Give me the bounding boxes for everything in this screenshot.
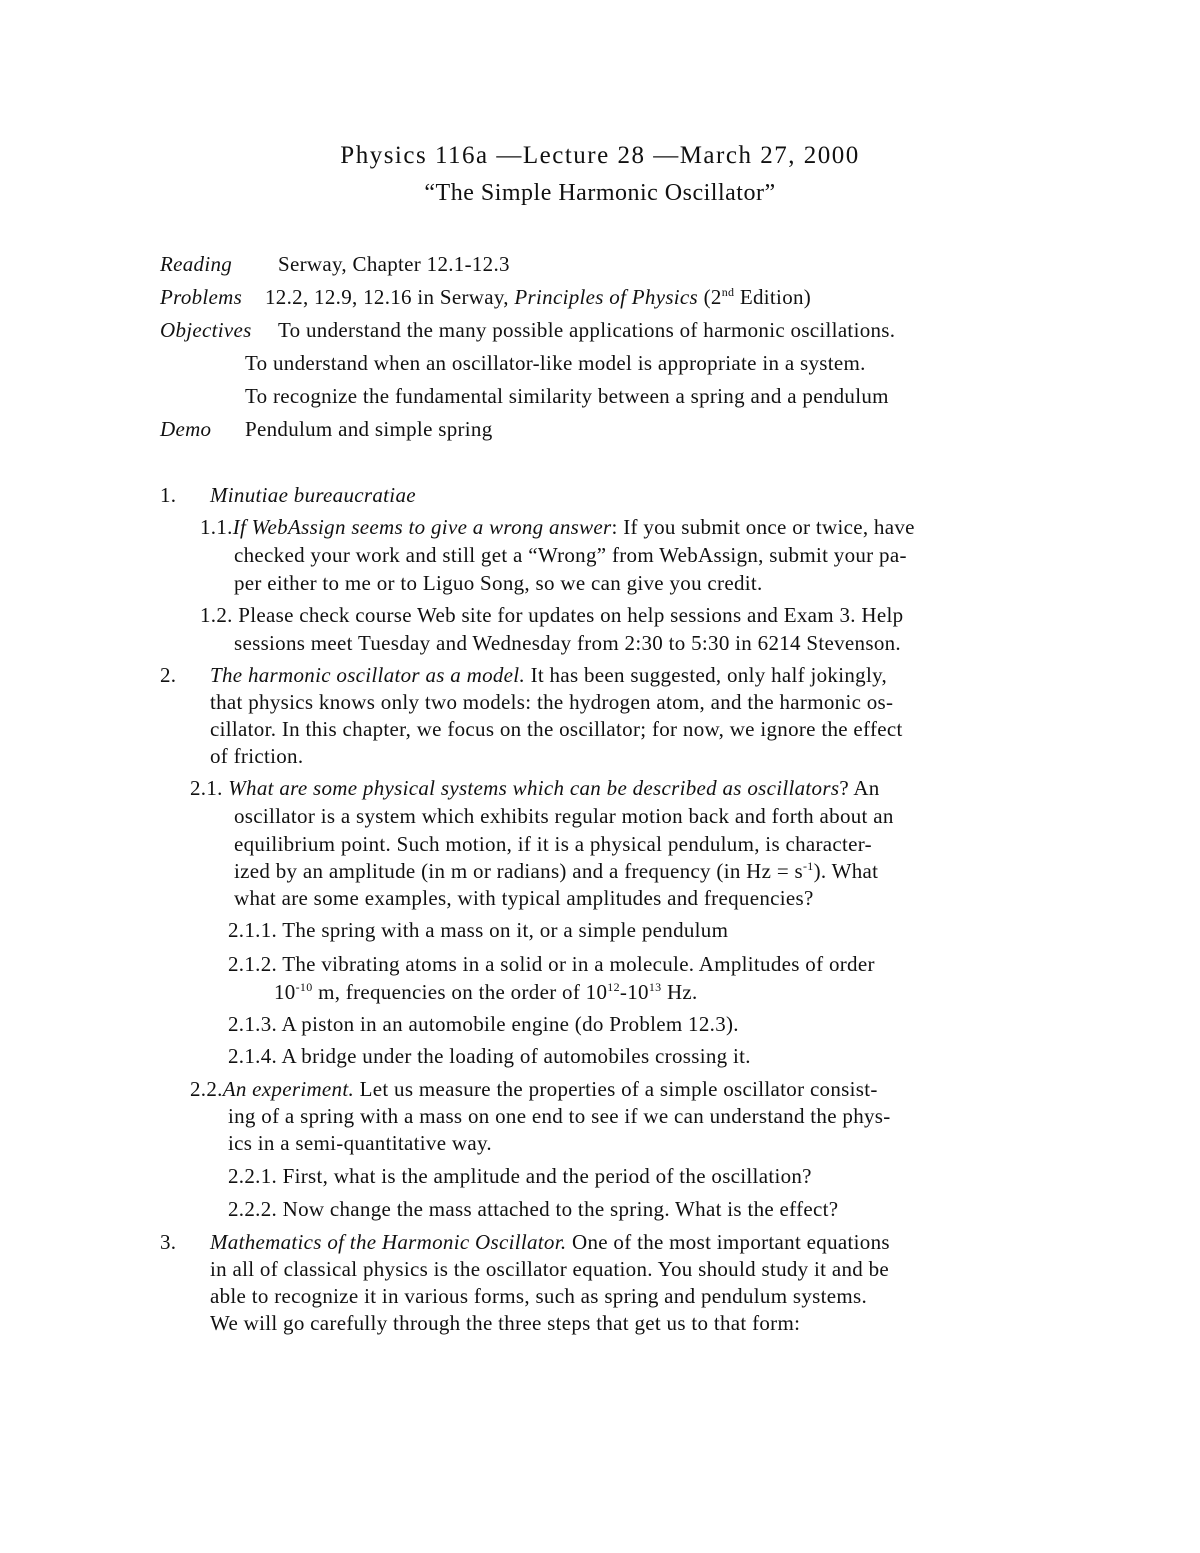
demo-label: Demo — [160, 417, 212, 441]
section-2-text-1: It has been suggested, only half jokingly, — [530, 663, 888, 687]
item-2-2-title: An experiment. — [222, 1077, 355, 1101]
item-2-1-3: 2.1.3. A piston in an automobile engine (do Problem 12.3). — [228, 1012, 739, 1036]
problems-edition-open: (2 — [703, 285, 722, 309]
section-2-line-2: that physics knows only two models: the hydrogen atom, and the harmonic os- — [210, 690, 894, 714]
section-1-number: 1. — [160, 483, 177, 507]
item-2-1-2-base-1: 10 — [274, 980, 296, 1004]
lecture-subtitle: “The Simple Harmonic Oscillator” — [424, 180, 776, 206]
reading-text: Serway, Chapter 12.1-12.3 — [278, 252, 510, 276]
section-1-title: Minutiae bureaucratiae — [210, 483, 416, 507]
problems-book-title: Principles of Physics — [514, 285, 699, 309]
item-2-1-2: 2.1.2. The vibrating atoms in a solid or in a molecule. Amplitudes of order — [228, 952, 875, 976]
item-2-1-line-4-sup: -1 — [803, 859, 814, 873]
item-1-1-number: 1.1. — [200, 515, 233, 539]
section-2-title: The harmonic oscillator as a model. — [210, 663, 525, 687]
problems-edition-sup: nd — [721, 285, 735, 299]
section-3-line-2: in all of classical physics is the oscillator equation. You should study it and be — [210, 1257, 890, 1281]
item-1-1-title: If WebAssign seems to give a wrong answer — [232, 515, 612, 539]
item-2-2-line-3: ics in a semi-quantitative way. — [228, 1131, 492, 1155]
section-2-line-1 — [210, 663, 887, 687]
item-2-2-line-1: Let us measure the properties of a simple oscillator consist- — [359, 1077, 878, 1101]
section-3-text-1: One of the most important equations — [571, 1230, 890, 1254]
item-2-1-2-mid: m, frequencies on the order of 10 — [312, 980, 608, 1004]
problems-label: Problems — [160, 285, 243, 309]
section-2-number: 2. — [160, 663, 177, 687]
item-1-2-line-2: sessions meet Tuesday and Wednesday from 2:30 to 5:30 in 6214 Stevenson. — [234, 631, 901, 655]
section-2-line-3: cillator. In this chapter, we focus on the oscillator; for now, we ignore the effect — [210, 717, 903, 741]
item-2-1-4: 2.1.4. A bridge under the loading of automobiles crossing it. — [228, 1044, 751, 1068]
section-3-number: 3. — [160, 1230, 177, 1254]
item-2-1-line-4-end: ). What — [813, 859, 879, 883]
section-3-line-1 — [210, 1230, 890, 1254]
reading-label: Reading — [160, 252, 233, 276]
item-2-1-2-line-2 — [274, 980, 698, 1004]
objective-2: To understand when an oscillator-like model is appropriate in a system. — [245, 351, 866, 375]
item-2-1 — [190, 776, 880, 800]
item-2-1-line-2: oscillator is a system which exhibits regular motion back and forth about an — [234, 804, 894, 828]
item-2-1-2-exp-2: 12 — [607, 980, 620, 994]
item-2-1-line-5: what are some examples, with typical amplitudes and frequencies? — [234, 886, 814, 910]
item-2-2-number: 2.2. — [190, 1077, 223, 1101]
item-2-1-2-range: -10 — [619, 980, 649, 1004]
item-2-2 — [190, 1077, 878, 1101]
item-2-1-line-3: equilibrium point. Such motion, if it is a physical pendulum, is character- — [234, 832, 872, 856]
item-1-2 — [200, 603, 903, 627]
item-2-1-title: What are some physical systems which can be described as oscillators — [228, 776, 840, 800]
item-2-2-line-2: ing of a spring with a mass on one end to see if we can understand the phys- — [228, 1104, 891, 1128]
item-2-1-line-1: ? An — [839, 776, 880, 800]
item-2-2-2: 2.2.2. Now change the mass attached to the spring. What is the effect? — [228, 1197, 839, 1221]
item-2-1-line-4-text: ized by an amplitude (in m or radians) and a frequency (in Hz = s — [234, 859, 803, 883]
item-1-1-line-2: checked your work and still get a “Wrong” from WebAssign, submit your pa- — [234, 543, 907, 567]
item-1-1-line-1: : If you submit once or twice, have — [611, 515, 915, 539]
problems-edition-close: Edition) — [739, 285, 812, 309]
section-2-line-4: of friction. — [210, 744, 304, 768]
problems-list: 12.2, 12.9, 12.16 in Serway, — [265, 285, 509, 309]
item-1-1 — [200, 515, 915, 539]
item-1-1-line-3: per either to me or to Liguo Song, so we can give you credit. — [234, 571, 763, 595]
section-3-line-3: able to recognize it in various forms, such as spring and pendulum systems. — [210, 1284, 868, 1308]
item-1-2-line-1: Please check course Web site for updates on help sessions and Exam 3. Help — [238, 603, 904, 627]
lecture-title: Physics 116a —Lecture 28 —March 27, 2000 — [340, 142, 860, 169]
problems-text — [265, 285, 811, 309]
demo-text: Pendulum and simple spring — [245, 417, 493, 441]
section-3-line-4: We will go carefully through the three steps that get us to that form: — [210, 1311, 801, 1335]
item-2-1-2-exp-1: -10 — [295, 980, 313, 994]
item-1-2-number: 1.2. — [200, 603, 233, 627]
objectives-label: Objectives — [160, 318, 252, 342]
objective-1: To understand the many possible applications of harmonic oscillations. — [278, 318, 896, 342]
item-2-1-line-4 — [234, 859, 878, 883]
item-2-1-1: 2.1.1. The spring with a mass on it, or a simple pendulum — [228, 918, 729, 942]
objective-3: To recognize the fundamental similarity between a spring and a pendulum — [245, 384, 889, 408]
item-2-2-1: 2.2.1. First, what is the amplitude and the period of the oscillation? — [228, 1164, 812, 1188]
item-2-1-number: 2.1. — [190, 776, 223, 800]
section-3-title: Mathematics of the Harmonic Oscillator. — [210, 1230, 567, 1254]
item-2-1-2-exp-3: 13 — [648, 980, 662, 994]
item-2-1-2-unit: Hz. — [661, 980, 698, 1004]
